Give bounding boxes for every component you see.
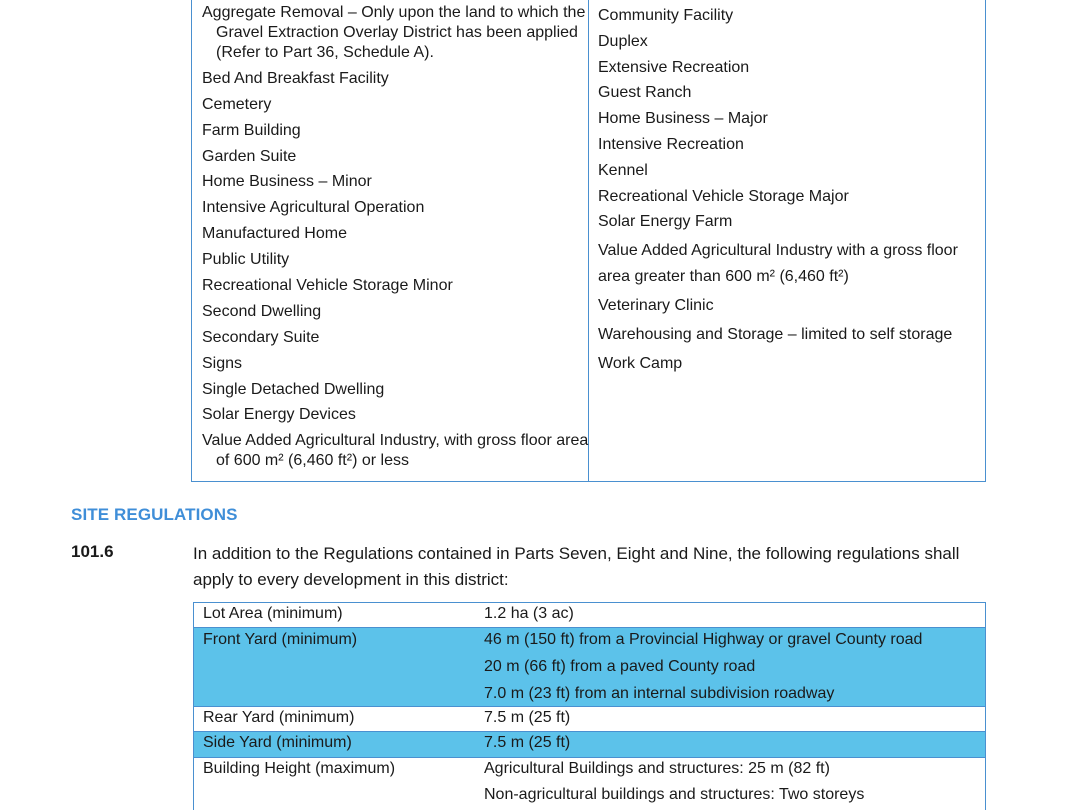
regulation-label: Building Height (maximum) (203, 760, 396, 777)
uses-table (191, 0, 986, 482)
regulation-label: Side Yard (minimum) (203, 734, 352, 751)
permitted-use-item: Signs (202, 354, 243, 372)
regulation-value: 7.0 m (23 ft) from an internal subdivision roadway (484, 685, 835, 702)
discretionary-use-item: Duplex (598, 32, 648, 50)
regulation-value: Non-agricultural buildings and structures: Two storeys (484, 786, 865, 803)
regulation-value: 7.5 m (25 ft) (484, 709, 571, 726)
regulation-value: Agricultural Buildings and structures: 25 m (82 ft) (484, 760, 830, 777)
discretionary-use-item: Warehousing and Storage – limited to self storage (598, 325, 953, 343)
permitted-use-item: Aggregate Removal – Only upon the land to which the Gravel Extraction Overlay District has been applied (Refer to Part 36, Schedule A). (202, 4, 586, 61)
discretionary-uses-list (598, 0, 985, 374)
regulation-values (484, 629, 985, 706)
discretionary-use-item: Recreational Vehicle Storage Major (598, 187, 849, 205)
discretionary-use-item: Work Camp (598, 354, 683, 372)
discretionary-use-item: Veterinary Clinic (598, 296, 714, 314)
regulation-values (484, 732, 985, 757)
regulation-row (194, 603, 985, 627)
discretionary-uses-column (589, 0, 985, 481)
permitted-use-item: Bed And Breakfast Facility (202, 69, 389, 87)
permitted-use-item: Value Added Agricultural Industry, with gross floor area of 600 m² (6,460 ft²) or less (202, 432, 589, 470)
regulation-row (194, 706, 985, 731)
permitted-use-item: Cemetery (202, 95, 272, 113)
permitted-use-item: Secondary Suite (202, 328, 320, 346)
section-heading: SITE REGULATIONS (71, 505, 238, 524)
permitted-uses-list (202, 3, 588, 471)
regulation-value: 20 m (66 ft) from a paved County road (484, 658, 756, 675)
regulation-value: 46 m (150 ft) from a Provincial Highway or gravel County road (484, 631, 923, 648)
permitted-use-item: Home Business – Minor (202, 173, 372, 191)
permitted-use-item: Intensive Agricultural Operation (202, 199, 425, 217)
regulation-value: 1.2 ha (3 ac) (484, 605, 574, 622)
discretionary-use-item: Value Added Agricultural Industry with a gross floor area greater than 600 m² (6,460 ft²) (598, 242, 958, 286)
permitted-use-item: Public Utility (202, 251, 290, 269)
regulation-values (484, 707, 985, 731)
permitted-use-item: Recreational Vehicle Storage Minor (202, 277, 453, 295)
permitted-use-item: Single Detached Dwelling (202, 380, 385, 398)
regulation-row (194, 757, 985, 810)
clause-number: 101.6 (71, 542, 114, 561)
permitted-uses-column (192, 0, 589, 481)
permitted-use-item: Farm Building (202, 121, 301, 139)
regulation-label: Lot Area (minimum) (203, 605, 343, 622)
permitted-use-item: Second Dwelling (202, 302, 322, 320)
discretionary-use-item: Community Facility (598, 7, 734, 24)
permitted-use-item: Solar Energy Devices (202, 406, 356, 424)
clause-text: In addition to the Regulations contained in Parts Seven, Eight and Nine, the following regulations shall apply to every development in this district: (193, 544, 960, 589)
discretionary-use-item: Guest Ranch (598, 84, 692, 102)
regulation-values (484, 603, 985, 627)
permitted-use-item: Manufactured Home (202, 225, 347, 243)
regulation-label: Rear Yard (minimum) (203, 709, 355, 726)
regulation-value: 7.5 m (25 ft) (484, 734, 571, 751)
regulation-row (194, 731, 985, 757)
regulation-row (194, 627, 985, 706)
discretionary-use-item: Solar Energy Farm (598, 213, 733, 231)
discretionary-use-item: Kennel (598, 161, 648, 179)
regulation-label: Front Yard (minimum) (203, 631, 358, 648)
permitted-use-item: Garden Suite (202, 147, 297, 165)
discretionary-use-item: Extensive Recreation (598, 58, 750, 76)
discretionary-use-item: Home Business – Major (598, 110, 768, 128)
regulation-values (484, 758, 985, 810)
site-regulations-table (193, 602, 986, 810)
discretionary-use-item: Intensive Recreation (598, 135, 744, 153)
